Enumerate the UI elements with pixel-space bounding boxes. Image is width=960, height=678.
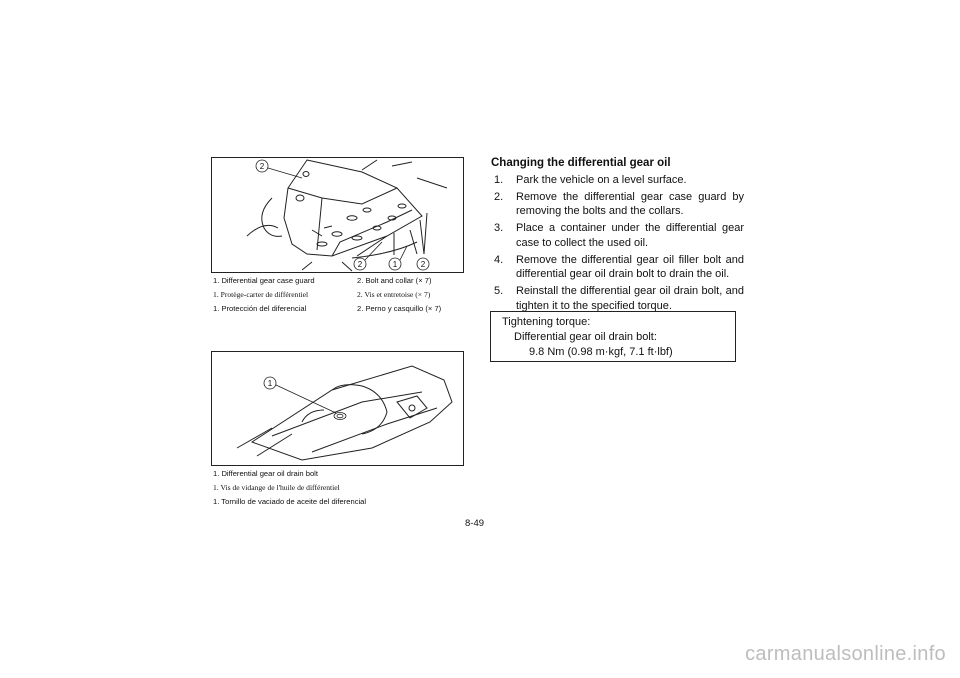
step-2 (494, 190, 744, 219)
tightening-torque-box (490, 311, 736, 362)
step-text: Remove the differential gear oil filler bolt and differential gear oil drain bolt to drain the oil. (516, 253, 744, 281)
step-number: 2. (494, 190, 504, 203)
step-text: Park the vehicle on a level surface. (516, 174, 687, 186)
step-text: Place a container under the differential gear case to collect the used oil. (516, 222, 744, 249)
callout-2-left: 2 (357, 260, 363, 269)
step-text: Remove the differential gear case guard by removing the bolts and the collars. (516, 190, 744, 218)
figure-gear-case-guard (211, 157, 464, 273)
figure1-caption (213, 275, 465, 315)
drain-bolt-illustration (212, 352, 463, 465)
callout-1-drain: 1 (267, 379, 273, 388)
step-text: Reinstall the differential gear oil drain bolt, and tighten it to the specified torque. (516, 285, 744, 312)
step-number: 1. (494, 174, 504, 186)
step-number: 5. (494, 285, 504, 298)
gear-case-guard-illustration (212, 158, 463, 272)
caption-es-1: 1. Protección del diferencial (213, 304, 307, 313)
torque-label: Tightening torque: (502, 316, 591, 328)
steps-list (494, 173, 744, 316)
callout-2-top: 2 (259, 162, 265, 171)
callout-2-right: 2 (420, 260, 426, 269)
step-5 (494, 284, 744, 313)
torque-item: Differential gear oil drain bolt: (514, 331, 657, 343)
figure2-caption (213, 468, 465, 510)
caption-en-1: 1. Differential gear case guard (213, 276, 315, 285)
caption-en-2: 2. Bolt and collar (× 7) (357, 276, 432, 285)
caption-fr-1: 1. Protège-carter de différentiel (213, 290, 309, 299)
caption-es-2: 2. Perno y casquillo (× 7) (357, 304, 442, 313)
section-title: Changing the differential gear oil (491, 157, 671, 169)
page-number: 8-49 (465, 518, 485, 529)
step-number: 4. (494, 253, 504, 266)
watermark: carmanualsonline.info (745, 643, 946, 665)
caption-fr-2: 2. Vis et entretoise (× 7) (357, 290, 431, 299)
torque-value: 9.8 Nm (0.98 m·kgf, 7.1 ft·lbf) (529, 346, 673, 358)
caption2-es: 1. Tornillo de vaciado de aceite del diferencial (213, 497, 367, 506)
step-number: 3. (494, 222, 504, 235)
caption2-en: 1. Differential gear oil drain bolt (213, 469, 318, 478)
step-4 (494, 253, 744, 282)
caption2-fr: 1. Vis de vidange de l'huile de différentiel (213, 483, 340, 492)
figure-drain-bolt (211, 351, 464, 466)
step-3 (494, 221, 744, 250)
step-1 (494, 173, 744, 188)
callout-1: 1 (392, 260, 398, 269)
